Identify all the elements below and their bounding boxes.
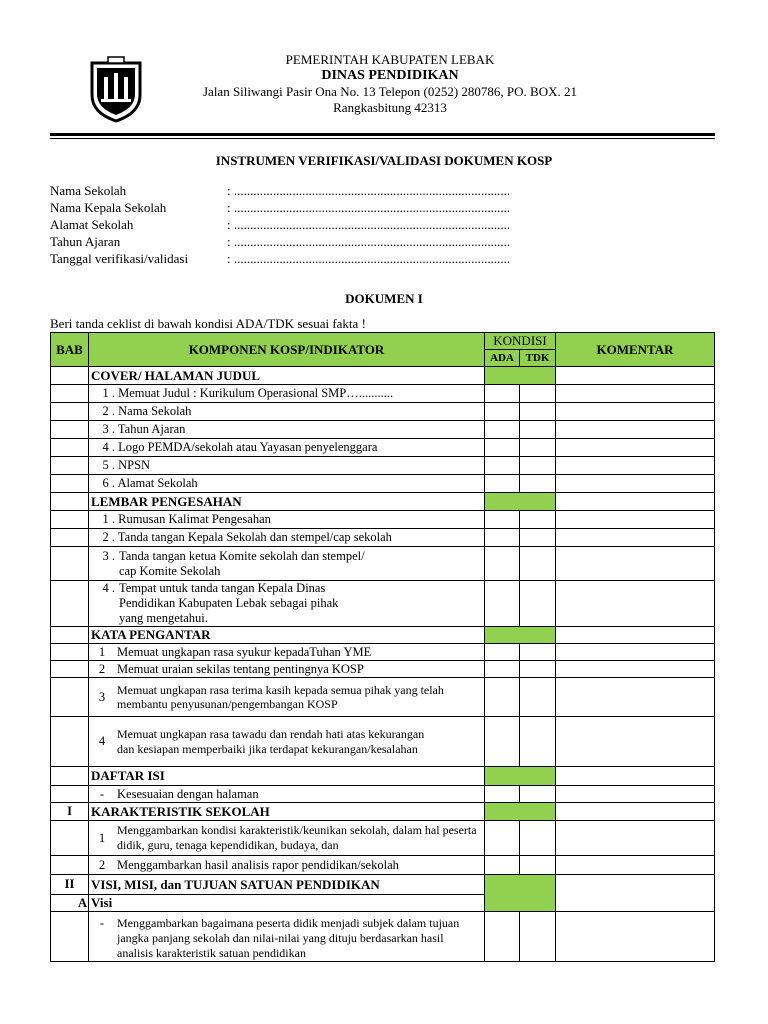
tdk-checkbox[interactable]: [520, 678, 556, 717]
header-tdk: TDK: [520, 350, 556, 367]
komentar-cell[interactable]: [556, 403, 715, 421]
section-subtitle: Visi: [89, 895, 485, 912]
item-text: Menggambarkan hasil analisis rapor pendidikan/sekolah: [117, 857, 399, 872]
indicator-item: [89, 821, 485, 856]
bab-cell: [51, 457, 89, 475]
ada-checkbox[interactable]: [485, 581, 520, 627]
tdk-checkbox[interactable]: [520, 529, 556, 547]
letterhead-city: Rangkasbitung 42313: [333, 100, 447, 115]
tdk-checkbox[interactable]: [520, 717, 556, 767]
bab-cell: [51, 493, 89, 511]
tdk-checkbox[interactable]: [520, 403, 556, 421]
item-text: Tempat untuk tanda tangan Kepala Dinas Pendidikan Kabupaten Lebak sebagai pihak yang mengetahui.: [119, 581, 339, 625]
komentar-cell[interactable]: [556, 767, 715, 786]
tdk-checkbox[interactable]: [520, 644, 556, 661]
bab-cell: [51, 856, 89, 875]
bab-cell: [51, 367, 89, 385]
item-text: Menggambarkan kondisi karakteristik/keunikan sekolah, dalam hal peserta didik, guru, tenaga kependidikan, budaya, dan: [117, 823, 477, 852]
bab-cell: [51, 547, 89, 581]
document-title: INSTRUMEN VERIFIKASI/VALIDASI DOKUMEN KOSP: [215, 153, 553, 168]
kondisi-section-cell: [485, 803, 556, 821]
bab-cell: [51, 661, 89, 678]
tdk-checkbox[interactable]: [520, 421, 556, 439]
item-number: 1: [98, 830, 106, 845]
bab-cell: [51, 767, 89, 786]
bab-cell: [51, 912, 89, 962]
section-title: KARAKTERISTIK SEKOLAH: [89, 803, 485, 821]
komentar-cell[interactable]: [556, 439, 715, 457]
ada-checkbox[interactable]: [485, 439, 520, 457]
bab-cell: [51, 385, 89, 403]
tdk-checkbox[interactable]: [520, 786, 556, 803]
indicator-item: [89, 678, 485, 717]
ada-checkbox[interactable]: [485, 678, 520, 717]
item-text: NPSN: [118, 458, 151, 472]
tdk-checkbox[interactable]: [520, 385, 556, 403]
section-title: KATA PENGANTAR: [89, 627, 485, 644]
tdk-checkbox[interactable]: [520, 821, 556, 856]
item-number: 5 .: [102, 458, 115, 472]
item-text: Logo PEMDA/sekolah atau Yayasan penyelenggara: [118, 440, 378, 454]
komentar-cell[interactable]: [556, 547, 715, 581]
komentar-cell[interactable]: [556, 717, 715, 767]
item-number: 3 .: [102, 422, 115, 436]
item-number: 1 .: [102, 512, 115, 526]
bab-cell: [51, 717, 89, 767]
tdk-checkbox[interactable]: [520, 912, 556, 962]
identity-value: : .....................................................................................: [227, 200, 511, 215]
tdk-checkbox[interactable]: [520, 661, 556, 678]
identity-value: : .....................................................................................: [227, 251, 511, 266]
komentar-cell[interactable]: [556, 661, 715, 678]
identity-label: Nama Sekolah: [50, 183, 127, 198]
identity-label: Nama Kepala Sekolah: [50, 200, 167, 215]
item-text: Kesesuaian dengan halaman: [117, 786, 259, 801]
section-title: VISI, MISI, dan TUJUAN SATUAN PENDIDIKAN: [89, 875, 485, 895]
item-text: Memuat Judul : Kurikulum Operasional SMP…...........: [118, 386, 394, 400]
bab-cell: [51, 644, 89, 661]
komentar-cell[interactable]: [556, 644, 715, 661]
tdk-checkbox[interactable]: [520, 439, 556, 457]
ada-checkbox[interactable]: [485, 529, 520, 547]
ada-checkbox[interactable]: [485, 547, 520, 581]
komentar-cell[interactable]: [556, 529, 715, 547]
ada-checkbox[interactable]: [485, 661, 520, 678]
indicator-item: [89, 581, 485, 627]
ada-checkbox[interactable]: [485, 856, 520, 875]
indicator-item: [89, 457, 485, 475]
bab-cell: [51, 821, 89, 856]
header-ada: ADA: [485, 350, 520, 367]
item-number: 2 .: [102, 530, 115, 544]
bab-cell: [51, 475, 89, 493]
item-number: 3 .: [102, 548, 115, 563]
header-kondisi: KONDISI: [485, 333, 556, 350]
section-title: LEMBAR PENGESAHAN: [89, 493, 485, 511]
ada-checkbox[interactable]: [485, 457, 520, 475]
tdk-checkbox[interactable]: [520, 511, 556, 529]
letterhead-government: PEMERINTAH KABUPATEN LEBAK: [285, 52, 495, 67]
bab-cell: [51, 678, 89, 717]
indicator-item: [89, 717, 485, 767]
indicator-item: [89, 661, 485, 678]
item-text: Rumusan Kalimat Pengesahan: [118, 512, 271, 526]
item-number: -: [99, 915, 105, 930]
item-number: 4: [98, 734, 106, 748]
komentar-cell[interactable]: [556, 581, 715, 627]
komentar-cell[interactable]: [556, 678, 715, 717]
letterhead-address: Jalan Siliwangi Pasir Ona No. 13 Telepon (0252) 280786, PO. BOX. 21: [202, 84, 578, 99]
komentar-cell[interactable]: [556, 912, 715, 962]
indicator-item: [89, 385, 485, 403]
komentar-cell[interactable]: [556, 457, 715, 475]
indicator-item: [89, 786, 485, 803]
tdk-checkbox[interactable]: [520, 457, 556, 475]
item-text: Alamat Sekolah: [117, 476, 198, 490]
letterhead: [150, 52, 630, 116]
bab-cell: I: [51, 803, 89, 821]
indicator-item: [89, 529, 485, 547]
item-number: -: [99, 786, 105, 801]
indicator-item: [89, 547, 485, 581]
komentar-cell[interactable]: [556, 803, 715, 821]
bab-cell: [51, 439, 89, 457]
item-number: 4 .: [102, 440, 115, 454]
komentar-cell[interactable]: [556, 475, 715, 493]
kondisi-section-cell: [485, 367, 556, 385]
tdk-checkbox[interactable]: [520, 475, 556, 493]
item-text: Tanda tangan ketua Komite sekolah dan stempel/ cap Komite Sekolah: [119, 548, 365, 578]
bab-cell: [51, 421, 89, 439]
tdk-checkbox[interactable]: [520, 581, 556, 627]
item-number: 2: [98, 857, 106, 872]
verification-table: [50, 332, 715, 962]
ada-checkbox[interactable]: [485, 912, 520, 962]
ada-checkbox[interactable]: [485, 644, 520, 661]
indicator-item: [89, 421, 485, 439]
item-text: Memuat ungkapan rasa tawadu dan rendah hati atas kekurangan dan kesiapan memperbaiki jika terdapat kekurangan/kesalahan: [117, 726, 425, 756]
indicator-item: [89, 475, 485, 493]
kondisi-section-cell: [485, 627, 556, 644]
item-text: Tanda tangan Kepala Sekolah dan stempel/cap sekolah: [117, 530, 392, 544]
sub-bab-label: A: [51, 895, 89, 912]
letterhead-rule-thin: [50, 138, 715, 139]
item-text: Memuat ungkapan rasa syukur kepadaTuhan YME: [117, 644, 372, 659]
item-number: 2: [98, 661, 106, 676]
kondisi-section-cell: [485, 875, 556, 912]
komentar-cell[interactable]: [556, 385, 715, 403]
ada-checkbox[interactable]: [485, 421, 520, 439]
bab-cell: [51, 581, 89, 627]
bab-cell: [51, 511, 89, 529]
item-number: 2 .: [102, 404, 115, 418]
item-text: Nama Sekolah: [118, 404, 192, 418]
indicator-item: [89, 644, 485, 661]
tdk-checkbox[interactable]: [520, 856, 556, 875]
komentar-cell[interactable]: [556, 627, 715, 644]
komentar-cell[interactable]: [556, 856, 715, 875]
header-komponen: KOMPONEN KOSP/INDIKATOR: [89, 333, 485, 367]
tdk-checkbox[interactable]: [520, 547, 556, 581]
bab-cell: [51, 403, 89, 421]
bab-cell: II: [51, 875, 89, 895]
item-text: Memuat ungkapan rasa terima kasih kepada semua pihak yang telah membantu penyusunan/pengembangan KOSP: [117, 683, 444, 711]
indicator-item: [89, 403, 485, 421]
item-number: 1 .: [102, 386, 115, 400]
kondisi-section-cell: [485, 493, 556, 511]
komentar-cell[interactable]: [556, 875, 715, 912]
header-bab: BAB: [51, 333, 89, 367]
item-number: 6 .: [102, 476, 115, 490]
header-komentar: KOMENTAR: [556, 333, 715, 367]
komentar-cell[interactable]: [556, 493, 715, 511]
ada-checkbox[interactable]: [485, 475, 520, 493]
section-title: DAFTAR ISI: [89, 767, 485, 786]
instruction-text: Beri tanda ceklist di bawah kondisi ADA/TDK sesuai fakta !: [50, 316, 366, 331]
komentar-cell[interactable]: [556, 511, 715, 529]
komentar-cell[interactable]: [556, 367, 715, 385]
identity-value: : .....................................................................................: [227, 217, 511, 232]
ada-checkbox[interactable]: [485, 385, 520, 403]
bab-cell: [51, 786, 89, 803]
identity-label: Tahun Ajaran: [50, 234, 121, 249]
bab-cell: [51, 529, 89, 547]
item-text: Memuat uraian sekilas tentang pentingnya KOSP: [117, 661, 364, 676]
ada-checkbox[interactable]: [485, 511, 520, 529]
identity-value: : .....................................................................................: [227, 183, 511, 198]
item-text: Tahun Ajaran: [117, 422, 186, 436]
komentar-cell[interactable]: [556, 786, 715, 803]
document-subtitle: DOKUMEN I: [345, 291, 423, 306]
bab-cell: [51, 627, 89, 644]
ada-checkbox[interactable]: [485, 786, 520, 803]
section-title: COVER/ HALAMAN JUDUL: [89, 367, 485, 385]
kondisi-section-cell: [485, 767, 556, 786]
item-number: 4 .: [102, 581, 115, 595]
ada-checkbox[interactable]: [485, 403, 520, 421]
identity-label: Alamat Sekolah: [50, 217, 134, 232]
ada-checkbox[interactable]: [485, 821, 520, 856]
indicator-item: [89, 439, 485, 457]
lebak-regency-logo: [88, 55, 144, 123]
ada-checkbox[interactable]: [485, 717, 520, 767]
item-number: 1: [98, 644, 106, 659]
item-text: Menggambarkan bagaimana peserta didik menjadi subjek dalam tujuan jangka panjang sekolah dan nilai-nilai yang dituju berdasarkan hasil analisis karakteristik satuan pendidikan: [117, 915, 460, 960]
komentar-cell[interactable]: [556, 821, 715, 856]
indicator-item: [89, 511, 485, 529]
indicator-item: [89, 912, 485, 962]
indicator-item: [89, 856, 485, 875]
identity-value: : .....................................................................................: [227, 234, 511, 249]
letterhead-agency: DINAS PENDIDIKAN: [321, 68, 459, 83]
letterhead-rule-thick: [50, 133, 715, 136]
identity-label: Tanggal verifikasi/validasi: [50, 251, 189, 266]
item-number: 3: [98, 689, 106, 704]
komentar-cell[interactable]: [556, 421, 715, 439]
